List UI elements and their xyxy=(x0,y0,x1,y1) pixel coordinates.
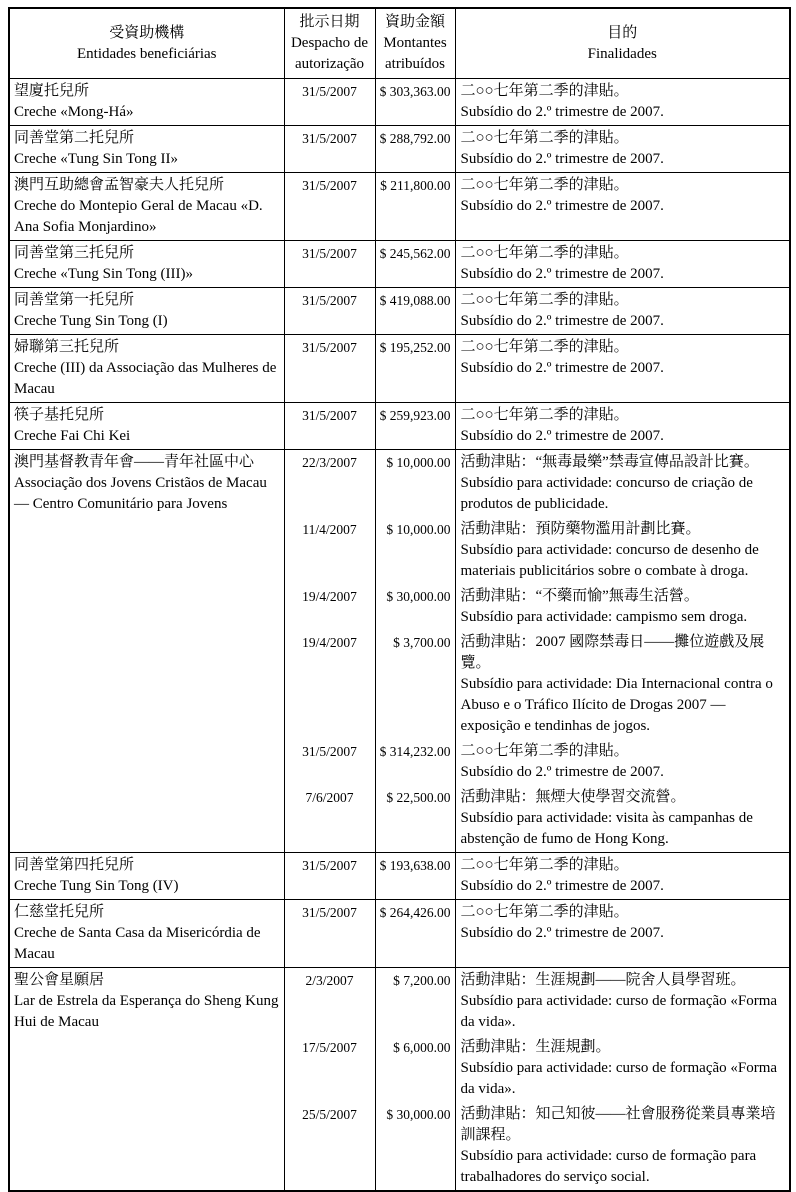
purpose-zh: 二○○七年第二季的津貼。 xyxy=(460,857,629,873)
header-purpose-zh: 目的 xyxy=(607,24,638,41)
table-row xyxy=(9,173,790,241)
amount-attributed: $ 10,000.00 xyxy=(375,517,455,584)
purpose-cell xyxy=(455,1102,790,1191)
purpose-pt: Subsídio do 2.º trimestre de 2007. xyxy=(460,925,664,941)
entity-name-pt: Creche (III) da Associação das Mulheres de Macau xyxy=(14,360,277,397)
table-row xyxy=(9,853,790,900)
purpose-cell xyxy=(455,630,790,739)
entity-name-zh: 澳門基督教青年會——青年社區中心 xyxy=(14,454,255,470)
authorization-date: 31/5/2007 xyxy=(284,853,375,900)
header-entities-pt: Entidades beneficiárias xyxy=(76,45,217,62)
amount-attributed: $ 195,252.00 xyxy=(375,335,455,403)
amount-attributed: $ 6,000.00 xyxy=(375,1035,455,1102)
entity-cell xyxy=(9,241,284,288)
purpose-cell xyxy=(455,739,790,785)
entity-cell xyxy=(9,79,284,126)
authorization-date: 31/5/2007 xyxy=(284,241,375,288)
purpose-zh: 活動津貼：生涯規劃——院舍人員學習班。 xyxy=(460,972,746,988)
authorization-date: 11/4/2007 xyxy=(284,517,375,584)
purpose-pt: Subsídio do 2.º trimestre de 2007. xyxy=(460,151,664,167)
header-amount-pt: Montantes atribuídos xyxy=(383,35,447,72)
entity-cell xyxy=(9,403,284,450)
table-body xyxy=(9,79,790,1192)
table-header xyxy=(9,8,790,79)
amount-attributed: $ 314,232.00 xyxy=(375,739,455,785)
authorization-date: 2/3/2007 xyxy=(284,968,375,1036)
purpose-zh: 二○○七年第二季的津貼。 xyxy=(460,339,629,355)
entity-name-zh: 聖公會星願居 xyxy=(14,972,105,988)
purpose-pt: Subsídio do 2.º trimestre de 2007. xyxy=(460,878,664,894)
amount-attributed: $ 288,792.00 xyxy=(375,126,455,173)
purpose-pt: Subsídio para actividade: campismo sem droga. xyxy=(460,609,748,625)
amount-attributed: $ 245,562.00 xyxy=(375,241,455,288)
amount-attributed: $ 30,000.00 xyxy=(375,584,455,630)
header-entities-zh: 受資助機構 xyxy=(109,24,185,41)
header-date-pt: Despacho de autorização xyxy=(290,35,369,72)
header-row xyxy=(9,8,790,79)
entity-cell xyxy=(9,900,284,968)
amount-attributed: $ 3,700.00 xyxy=(375,630,455,739)
table-row xyxy=(9,241,790,288)
purpose-zh: 二○○七年第二季的津貼。 xyxy=(460,904,629,920)
purpose-zh: 活動津貼：知己知彼——社會服務從業員專業培訓課程。 xyxy=(460,1106,776,1143)
amount-attributed: $ 7,200.00 xyxy=(375,968,455,1036)
amount-attributed: $ 22,500.00 xyxy=(375,785,455,853)
purpose-cell xyxy=(455,335,790,403)
table-row xyxy=(9,900,790,968)
purpose-zh: 二○○七年第二季的津貼。 xyxy=(460,130,629,146)
entity-name-pt: Creche do Montepio Geral de Macau «D. Ana Sofia Monjardino» xyxy=(14,198,263,235)
entity-name-pt: Lar de Estrela da Esperança do Sheng Kung Hui de Macau xyxy=(14,993,279,1030)
purpose-pt: Subsídio para actividade: concurso de criação de produtos de publicidade. xyxy=(460,475,753,512)
purpose-cell xyxy=(455,1035,790,1102)
purpose-cell xyxy=(455,288,790,335)
table-row xyxy=(9,450,790,518)
purpose-pt: Subsídio para actividade: curso de formação «Forma da vida». xyxy=(460,1060,778,1097)
amount-attributed: $ 10,000.00 xyxy=(375,450,455,518)
header-amount xyxy=(375,8,455,79)
amount-attributed: $ 30,000.00 xyxy=(375,1102,455,1191)
entity-name-zh: 同善堂第四托兒所 xyxy=(14,857,135,873)
purpose-pt: Subsídio do 2.º trimestre de 2007. xyxy=(460,313,664,329)
authorization-date: 17/5/2007 xyxy=(284,1035,375,1102)
purpose-zh: 活動津貼：2007 國際禁毒日——攤位遊戲及展覽。 xyxy=(460,634,765,671)
purpose-cell xyxy=(455,403,790,450)
entity-name-pt: Creche «Tung Sin Tong II» xyxy=(14,151,178,167)
purpose-zh: 活動津貼：“無毒最樂”禁毒宣傳品設計比賽。 xyxy=(460,454,759,470)
table-row xyxy=(9,403,790,450)
header-entities xyxy=(9,8,284,79)
amount-attributed: $ 211,800.00 xyxy=(375,173,455,241)
entity-name-zh: 同善堂第一托兒所 xyxy=(14,292,135,308)
entity-cell xyxy=(9,853,284,900)
entity-name-zh: 望廈托兒所 xyxy=(14,83,90,99)
purpose-cell xyxy=(455,79,790,126)
table-row xyxy=(9,79,790,126)
table-row xyxy=(9,288,790,335)
subsidy-table xyxy=(8,7,791,1192)
purpose-pt: Subsídio do 2.º trimestre de 2007. xyxy=(460,198,664,214)
purpose-pt: Subsídio para actividade: Dia Internacional contra o Abuso e o Tráfico Ilícito de Drogas 2007 — exposição e tendinhas de jogos. xyxy=(460,676,773,734)
purpose-cell xyxy=(455,241,790,288)
authorization-date: 31/5/2007 xyxy=(284,900,375,968)
purpose-cell xyxy=(455,785,790,853)
purpose-zh: 二○○七年第二季的津貼。 xyxy=(460,245,629,261)
purpose-zh: 活動津貼：無煙大使學習交流營。 xyxy=(460,789,686,805)
purpose-pt: Subsídio para actividade: curso de formação «Forma da vida». xyxy=(460,993,778,1030)
authorization-date: 19/4/2007 xyxy=(284,584,375,630)
purpose-cell xyxy=(455,584,790,630)
header-purpose-pt: Finalidades xyxy=(587,45,657,62)
header-date xyxy=(284,8,375,79)
entity-name-pt: Associação dos Jovens Cristãos de Macau — Centro Comunitário para Jovens xyxy=(14,475,267,512)
authorization-date: 31/5/2007 xyxy=(284,173,375,241)
entity-cell xyxy=(9,288,284,335)
table-row xyxy=(9,968,790,1036)
entity-name-zh: 同善堂第二托兒所 xyxy=(14,130,135,146)
authorization-date: 31/5/2007 xyxy=(284,288,375,335)
entity-name-pt: Creche Fai Chi Kei xyxy=(14,428,131,444)
amount-attributed: $ 259,923.00 xyxy=(375,403,455,450)
entity-name-zh: 仁慈堂托兒所 xyxy=(14,904,105,920)
purpose-zh: 活動津貼：“不藥而愉”無毒生活營。 xyxy=(460,588,699,604)
amount-attributed: $ 419,088.00 xyxy=(375,288,455,335)
entity-cell xyxy=(9,335,284,403)
purpose-cell xyxy=(455,853,790,900)
header-purpose xyxy=(455,8,790,79)
entity-name-pt: Creche de Santa Casa da Misericórdia de Macau xyxy=(14,925,261,962)
purpose-zh: 活動津貼：預防藥物濫用計劃比賽。 xyxy=(460,521,701,537)
purpose-zh: 二○○七年第二季的津貼。 xyxy=(460,407,629,423)
authorization-date: 22/3/2007 xyxy=(284,450,375,518)
authorization-date: 7/6/2007 xyxy=(284,785,375,853)
authorization-date: 31/5/2007 xyxy=(284,403,375,450)
entity-name-zh: 澳門互助總會孟智豪夫人托兒所 xyxy=(14,177,225,193)
entity-name-pt: Creche «Mong-Há» xyxy=(14,104,134,120)
header-date-zh: 批示日期 xyxy=(299,14,360,30)
entity-name-pt: Creche «Tung Sin Tong (III)» xyxy=(14,266,193,282)
purpose-cell xyxy=(455,900,790,968)
amount-attributed: $ 303,363.00 xyxy=(375,79,455,126)
table-row xyxy=(9,126,790,173)
entity-cell xyxy=(9,126,284,173)
entity-name-zh: 婦聯第三托兒所 xyxy=(14,339,120,355)
amount-attributed: $ 264,426.00 xyxy=(375,900,455,968)
purpose-pt: Subsídio do 2.º trimestre de 2007. xyxy=(460,360,664,376)
purpose-pt: Subsídio do 2.º trimestre de 2007. xyxy=(460,104,664,120)
purpose-pt: Subsídio para actividade: concurso de desenho de materiais publicitários sobre o combate à droga. xyxy=(460,542,759,579)
authorization-date: 19/4/2007 xyxy=(284,630,375,739)
purpose-cell xyxy=(455,517,790,584)
entity-cell xyxy=(9,173,284,241)
purpose-cell xyxy=(455,968,790,1036)
amount-attributed: $ 193,638.00 xyxy=(375,853,455,900)
entity-name-zh: 同善堂第三托兒所 xyxy=(14,245,135,261)
entity-name-zh: 筷子基托兒所 xyxy=(14,407,105,423)
entity-name-pt: Creche Tung Sin Tong (I) xyxy=(14,313,168,329)
authorization-date: 31/5/2007 xyxy=(284,739,375,785)
purpose-zh: 二○○七年第二季的津貼。 xyxy=(460,177,629,193)
purpose-cell xyxy=(455,126,790,173)
purpose-pt: Subsídio para actividade: curso de formação para trabalhadores do serviço social. xyxy=(460,1148,757,1185)
purpose-cell xyxy=(455,450,790,518)
entity-cell xyxy=(9,968,284,1192)
table-row xyxy=(9,335,790,403)
purpose-zh: 活動津貼：生涯規劃。 xyxy=(460,1039,611,1055)
entity-name-pt: Creche Tung Sin Tong (IV) xyxy=(14,878,179,894)
entity-cell xyxy=(9,450,284,853)
purpose-zh: 二○○七年第二季的津貼。 xyxy=(460,292,629,308)
authorization-date: 31/5/2007 xyxy=(284,335,375,403)
authorization-date: 25/5/2007 xyxy=(284,1102,375,1191)
purpose-zh: 二○○七年第二季的津貼。 xyxy=(460,83,629,99)
purpose-zh: 二○○七年第二季的津貼。 xyxy=(460,743,629,759)
authorization-date: 31/5/2007 xyxy=(284,79,375,126)
header-amount-zh: 資助金額 xyxy=(384,14,445,30)
purpose-pt: Subsídio para actividade: visita às campanhas de abstenção de fumo de Hong Kong. xyxy=(460,810,753,847)
purpose-cell xyxy=(455,173,790,241)
purpose-pt: Subsídio do 2.º trimestre de 2007. xyxy=(460,764,664,780)
purpose-pt: Subsídio do 2.º trimestre de 2007. xyxy=(460,266,664,282)
purpose-pt: Subsídio do 2.º trimestre de 2007. xyxy=(460,428,664,444)
authorization-date: 31/5/2007 xyxy=(284,126,375,173)
